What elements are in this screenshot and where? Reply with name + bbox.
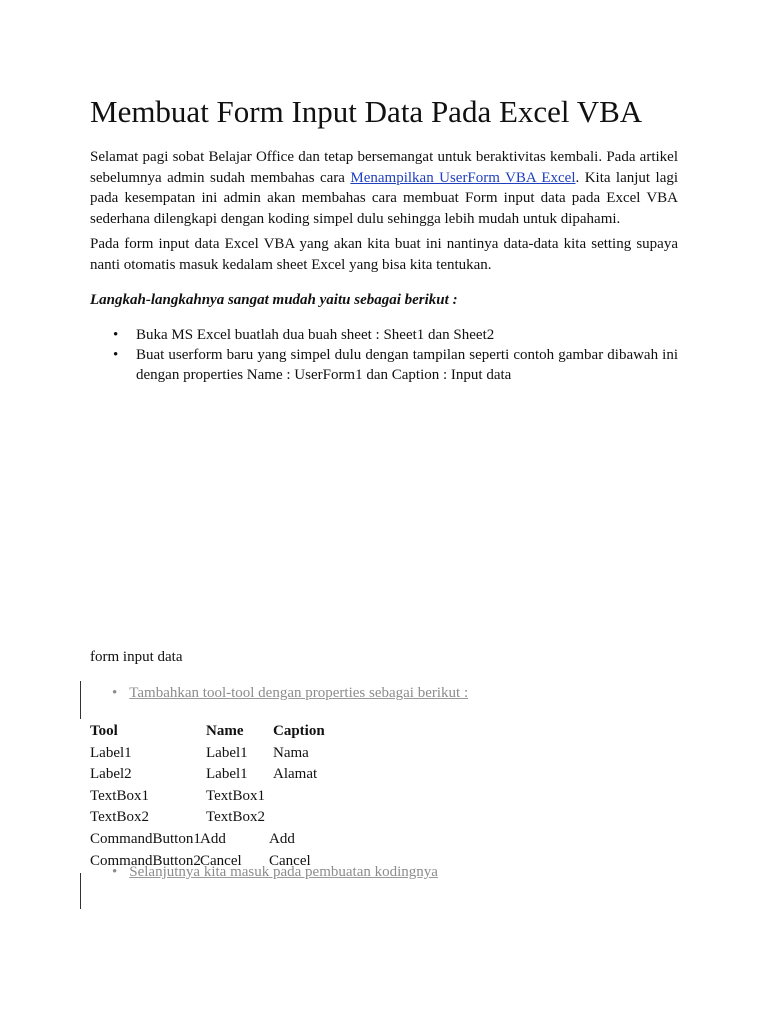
header-tool: Tool xyxy=(90,723,118,739)
list-item xyxy=(90,325,678,345)
cell-caption: Cancel xyxy=(269,852,311,869)
steps-list xyxy=(90,325,678,385)
cell-tool: TextBox1 xyxy=(90,787,149,804)
coding-bullet-text: Selanjutnya kita masuk pada pembuatan kodingnya xyxy=(129,864,438,880)
cell-tool: CommandButton1 xyxy=(90,830,201,847)
tools-bullet-text: Tambahkan tool-tool dengan properties sebagai berikut : xyxy=(129,685,469,701)
cell-name: Label1 xyxy=(206,744,248,761)
page-title: Membuat Form Input Data Pada Excel VBA xyxy=(90,94,643,129)
cell-name: TextBox1 xyxy=(206,787,265,804)
bullet-text: Buat userform baru yang simpel dulu dengan tampilan seperti contoh gambar dibawah ini dengan properties Name : UserForm1 dan Caption : Input data xyxy=(136,347,678,383)
intro-text-start: Selamat pagi sobat Belajar Office dan tetap bersemangat untuk beraktivitas kembali. Pada artikel sebelumnya admin sudah membahas cara xyxy=(90,149,678,186)
second-paragraph: Pada form input data Excel VBA yang akan kita buat ini nantinya data-data kita setting supaya nanti otomatis masuk kedalam sheet Excel yang bisa kita tentukan. xyxy=(90,236,678,273)
cell-caption: Add xyxy=(269,830,295,847)
image-caption: form input data xyxy=(90,649,183,665)
cell-name: Label1 xyxy=(206,766,248,783)
cell-tool: TextBox2 xyxy=(90,809,149,826)
userform-article-link[interactable]: Menampilkan UserForm VBA Excel xyxy=(350,169,576,186)
cell-name: Cancel xyxy=(200,852,242,869)
bullet-text: Buka MS Excel buatlah dua buah sheet : Sheet1 dan Sheet2 xyxy=(136,327,495,343)
cell-tool: Label2 xyxy=(90,766,132,783)
text-cursor-bar xyxy=(80,681,81,719)
intro-text-end: . Kita lanjut lagi pada kesempatan ini admin akan membahas cara membuat Form input data pada Excel VBA sederhana dilengkapi dengan koding simpel dulu sehingga lebih mudah untuk dipahami. xyxy=(90,169,679,227)
bullet-icon: • xyxy=(113,347,119,363)
tools-bullet xyxy=(112,683,468,703)
bullet-icon: • xyxy=(112,864,118,880)
header-name: Name xyxy=(206,723,244,739)
steps-heading: Langkah-langkahnya sangat mudah yaitu sebagai berikut : xyxy=(90,292,458,308)
cell-name: Add xyxy=(200,830,226,847)
list-item xyxy=(90,345,678,385)
header-caption: Caption xyxy=(273,723,325,739)
text-cursor-bar xyxy=(80,873,81,909)
cell-caption: Alamat xyxy=(273,766,318,783)
intro-paragraph xyxy=(90,147,678,229)
cell-tool: Label1 xyxy=(90,744,132,761)
cell-tool: CommandButton2 xyxy=(90,852,201,869)
cell-name: TextBox2 xyxy=(206,809,265,826)
cell-caption: Nama xyxy=(273,744,309,761)
bullet-icon: • xyxy=(113,327,119,343)
bullet-icon: • xyxy=(112,685,118,701)
coding-bullet xyxy=(112,862,438,882)
